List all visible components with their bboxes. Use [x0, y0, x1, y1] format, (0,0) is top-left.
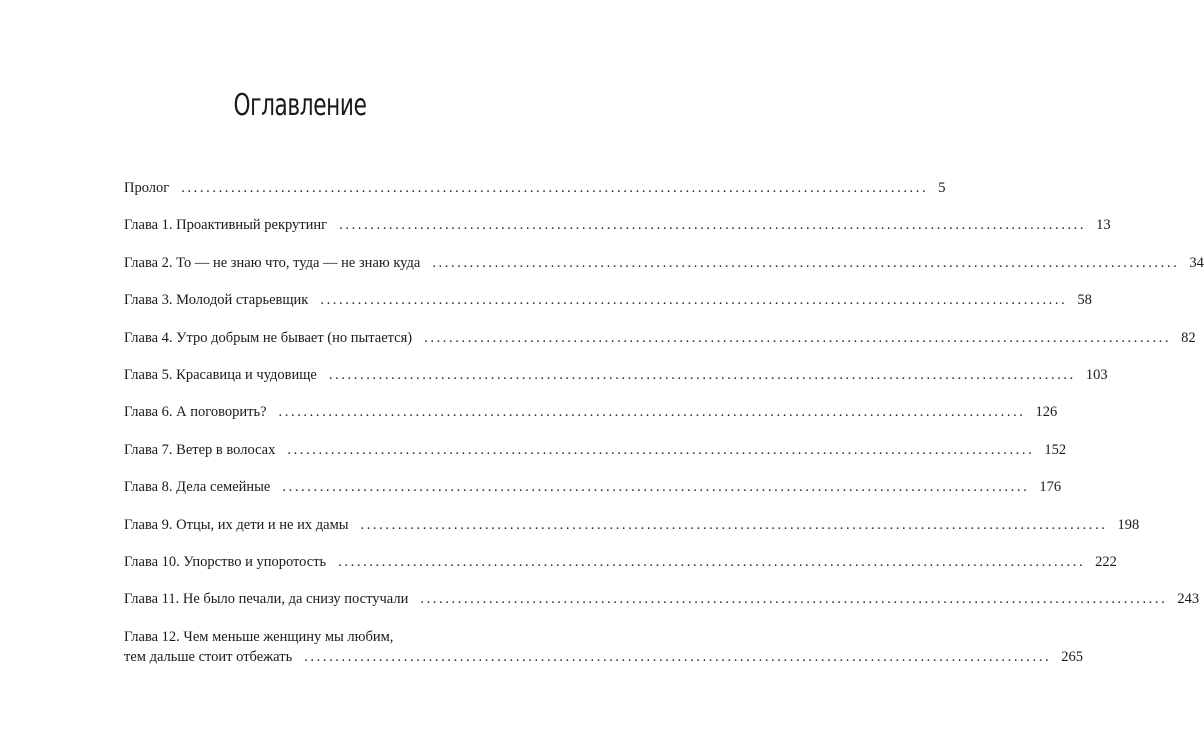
toc-entry-label: Глава 8. Дела семейные	[124, 479, 271, 496]
dot-leader: ........................................................................................................................	[338, 553, 1086, 570]
toc-entry-label-line-2: тем дальше стоит отбежать	[124, 648, 293, 665]
toc-entry-page: 222	[1095, 553, 1117, 570]
toc-entry-chapter-12	[124, 627, 1083, 667]
toc-entry-label: Пролог	[124, 180, 170, 196]
toc-entry-label: Глава 3. Молодой старьевщик	[124, 292, 309, 309]
toc-entry-chapter-3	[124, 290, 1092, 327]
dot-leader: ........................................................................................................................	[320, 292, 1068, 309]
toc-entry-chapter-9	[124, 515, 1140, 552]
toc-entry-page: 198	[1117, 516, 1140, 533]
toc-entry-chapter-8	[124, 477, 1062, 514]
dot-leader: ........................................................................................................................	[432, 254, 1180, 271]
dot-leader: ........................................................................................................................	[420, 591, 1168, 608]
toc-entry-label: Глава 7. Ветер в волосах	[124, 441, 276, 458]
toc-entry-chapter-11	[124, 589, 1200, 626]
toc-entry-page: 13	[1096, 217, 1111, 234]
toc-entry-page: 176	[1039, 479, 1062, 496]
toc-entry-page: 5	[938, 180, 946, 196]
toc-entry-chapter-6	[124, 402, 1058, 439]
toc-entry-page: 103	[1085, 366, 1108, 383]
toc-entry-label: Глава 1. Проактивный рекрутинг	[124, 217, 328, 234]
dot-leader: ........................................................................................................................	[424, 329, 1172, 346]
toc-entry-label: Глава 10. Упорство и упоротость	[124, 553, 327, 570]
toc-entry-label: Глава 11. Не было печали, да снизу постучали	[124, 591, 409, 608]
toc-entry-label: Глава 6. А поговорить?	[124, 404, 267, 421]
dot-leader: ........................................................................................................................	[282, 479, 1030, 496]
dot-leader: ........................................................................................................................	[304, 648, 1052, 665]
page-title: Оглавление	[233, 88, 367, 123]
toc-entry-chapter-10	[124, 552, 1117, 589]
toc-entry-label-line-1: Глава 12. Чем меньше женщину мы любим,	[124, 628, 394, 645]
toc-entry-label: Глава 5. Красавица и чудовище	[124, 366, 317, 383]
dot-leader: ........................................................................................................................	[287, 441, 1035, 458]
toc-entry-chapter-5	[124, 365, 1108, 402]
toc-entry-label: Глава 9. Отцы, их дети и не их дамы	[124, 516, 349, 533]
toc-entry-chapter-2	[124, 253, 1204, 290]
toc-entry-chapter-7	[124, 440, 1067, 477]
toc-entry-label: Глава 2. То — не знаю что, туда — не знаю куда	[124, 254, 421, 271]
toc-entry-page: 126	[1035, 404, 1058, 421]
dot-leader: ........................................................................................................................	[339, 217, 1087, 234]
toc-entry-page: 152	[1044, 441, 1067, 458]
toc-entry-prologue	[124, 178, 946, 215]
toc-entry-label: Глава 4. Утро добрым не бывает (но пытается)	[124, 329, 413, 346]
toc-entry-chapter-1	[124, 215, 1111, 252]
toc-entry-page: 34	[1189, 254, 1204, 271]
dot-leader: ........................................................................................................................	[328, 366, 1076, 383]
dot-leader: ........................................................................................................................	[360, 516, 1108, 533]
toc-entry-page: 82	[1181, 329, 1196, 346]
toc-entry-page: 265	[1061, 648, 1083, 665]
table-of-contents	[124, 178, 1204, 667]
toc-entry-chapter-4	[124, 328, 1196, 365]
toc-entry-page: 243	[1177, 591, 1200, 608]
toc-entry-page: 58	[1077, 292, 1092, 309]
dot-leader: ........................................................................................................................	[278, 404, 1026, 421]
dot-leader: ........................................................................................................................	[181, 180, 929, 196]
